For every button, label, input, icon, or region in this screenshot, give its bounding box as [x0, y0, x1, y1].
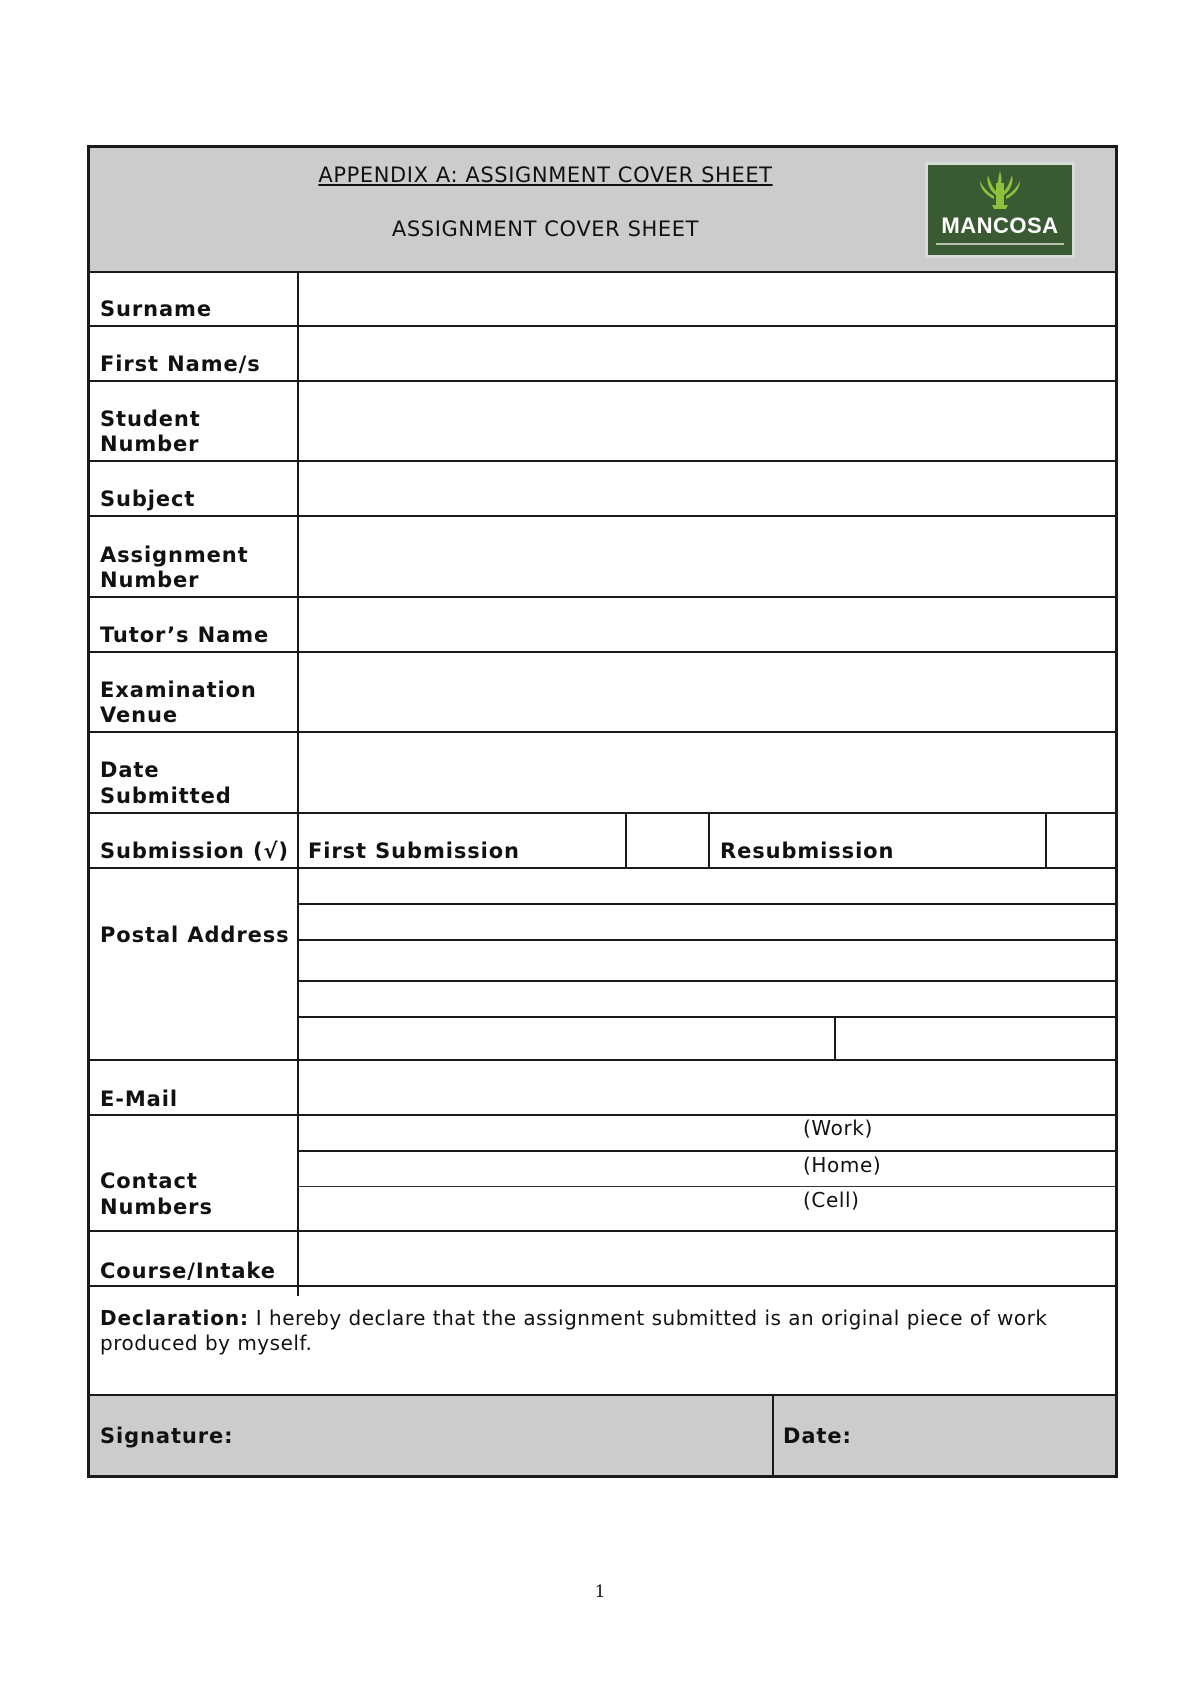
work-phone-label: (Work)	[803, 1116, 873, 1140]
student-number-field[interactable]	[299, 382, 1115, 460]
assignment-number-field[interactable]	[299, 517, 1115, 596]
address-line-3-field[interactable]	[299, 941, 1115, 980]
surname-label: Surname	[100, 297, 212, 321]
appendix-title: APPENDIX A: ASSIGNMENT COVER SHEET	[318, 163, 773, 187]
surname-field[interactable]	[299, 274, 1115, 325]
contact-numbers-label-line2: Numbers	[100, 1195, 213, 1219]
date-submitted-label-line2: Submitted	[100, 784, 232, 808]
cell-phone-label: (Cell)	[803, 1188, 860, 1212]
student-number-label-line2: Number	[100, 432, 200, 456]
submission-divider	[708, 812, 710, 869]
declaration-label: Declaration:	[100, 1306, 249, 1330]
date-submitted-field[interactable]	[299, 733, 1115, 812]
first-submission-label: First Submission	[308, 839, 520, 863]
tutor-name-label: Tutor’s Name	[100, 623, 270, 647]
signature-field[interactable]	[220, 1398, 770, 1473]
date-label: Date:	[783, 1424, 852, 1448]
address-line-1-field[interactable]	[299, 869, 1115, 903]
assignment-number-label-line1: Assignment	[100, 543, 249, 567]
contact-line-divider	[299, 1186, 1115, 1187]
subject-label: Subject	[100, 487, 196, 511]
postal-address-label: Postal Address	[100, 923, 290, 947]
email-field[interactable]	[299, 1061, 1115, 1114]
first-names-label: First Name/s	[100, 352, 261, 376]
signature-date-field[interactable]	[850, 1398, 1115, 1473]
cover-sheet-form	[87, 145, 1118, 1478]
declaration-text	[100, 1306, 1105, 1356]
signature-label: Signature:	[100, 1424, 234, 1448]
date-submitted-label-line1: Date	[100, 758, 160, 782]
exam-venue-label-line1: Examination	[100, 678, 257, 702]
header-divider	[90, 271, 1115, 273]
resubmission-label: Resubmission	[720, 839, 895, 863]
tutor-name-field[interactable]	[299, 598, 1115, 651]
course-intake-field[interactable]	[299, 1232, 1115, 1285]
assignment-number-label-line2: Number	[100, 568, 200, 592]
page-number: 1	[594, 1582, 606, 1602]
address-line-4-field[interactable]	[299, 982, 1115, 1016]
address-city-field[interactable]	[299, 1018, 834, 1059]
cover-sheet-subtitle: ASSIGNMENT COVER SHEET	[391, 217, 700, 241]
contact-numbers-label-line1: Contact	[100, 1169, 198, 1193]
course-intake-label: Course/Intake	[100, 1259, 276, 1283]
work-phone-field[interactable]	[299, 1116, 799, 1150]
row-divider	[90, 812, 1115, 814]
row-divider	[90, 1285, 1115, 1287]
logo-wordmark: MANCOSA	[941, 213, 1059, 238]
first-names-field[interactable]	[299, 327, 1115, 380]
resubmission-checkbox[interactable]	[1047, 814, 1115, 867]
tree-icon	[928, 165, 1072, 213]
address-line-2-field[interactable]	[299, 905, 1115, 939]
home-phone-field[interactable]	[299, 1152, 799, 1186]
subject-field[interactable]	[299, 462, 1115, 515]
postal-code-field[interactable]	[836, 1018, 1115, 1059]
mancosa-logo	[925, 162, 1075, 258]
home-phone-label: (Home)	[803, 1153, 882, 1177]
declaration-body: I hereby declare that the assignment submitted is an original piece of work produced by myself.	[100, 1306, 1048, 1355]
submission-label: Submission (√)	[100, 839, 289, 863]
exam-venue-field[interactable]	[299, 653, 1115, 731]
first-submission-checkbox[interactable]	[627, 814, 708, 867]
cell-phone-field[interactable]	[299, 1188, 799, 1230]
exam-venue-label-line2: Venue	[100, 703, 178, 727]
email-label: E-Mail	[100, 1087, 178, 1111]
logo-tagline-line	[936, 243, 1064, 245]
student-number-label-line1: Student	[100, 407, 201, 431]
signature-date-divider	[772, 1396, 774, 1475]
